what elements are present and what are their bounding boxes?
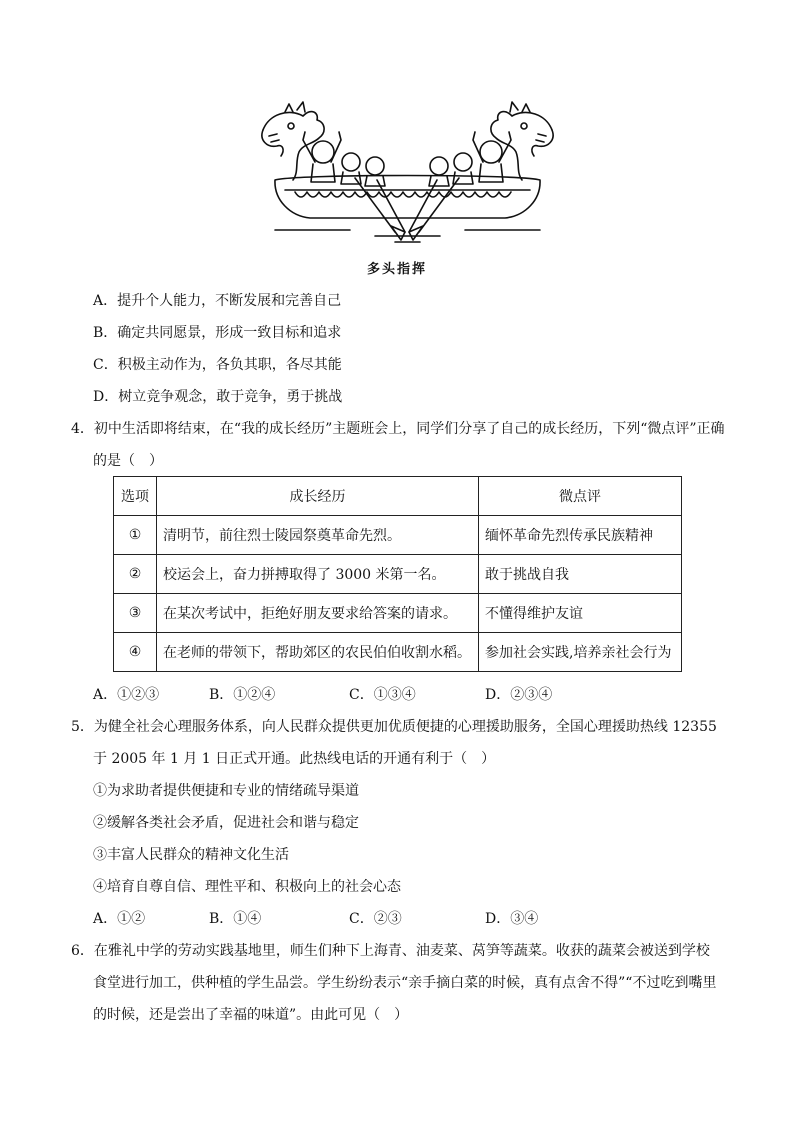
q3-option-c: C．积极主动作为，各负其职，各尽其能	[93, 357, 342, 373]
q4-option-b: B．①②④	[209, 687, 276, 703]
table-cell-exp: 校运会上，奋力拼搏取得了 3000 米第一名。	[157, 555, 479, 594]
q3-option-a: A．提升个人能力，不断发展和完善自己	[93, 293, 342, 309]
table-header: 选项	[114, 477, 157, 516]
q4-option-a: A．①②③	[93, 687, 160, 703]
table-cell-comment: 不懂得维护友谊	[479, 594, 682, 633]
q5-option-d: D．③④	[485, 911, 539, 927]
illustration-caption: 多头指挥	[366, 262, 427, 277]
q5-stem-line1: 5．为健全社会心理服务体系，向人民群众提供更加优质便捷的心理援助服务，全国心理援助热线 12355	[71, 719, 717, 735]
table-cell-exp: 在老师的带领下，帮助郊区的农民伯伯收割水稻。	[157, 633, 479, 672]
table-cell-num: ③	[114, 594, 157, 633]
q4-stem-line2: 的是（ ）	[93, 453, 163, 469]
table-cell-comment: 敢于挑战自我	[479, 555, 682, 594]
table-cell-num: ①	[114, 516, 157, 555]
q5-options	[93, 909, 693, 929]
table-row	[114, 516, 682, 555]
q4-option-c: C．①③④	[349, 687, 416, 703]
q5-item-2: ②缓解各类社会矛盾，促进社会和谐与稳定	[93, 815, 359, 831]
table-cell-comment: 参加社会实践,培养亲社会行为	[479, 633, 682, 672]
table-header: 微点评	[479, 477, 682, 516]
q3-option-b: B．确定共同愿景，形成一致目标和追求	[93, 325, 342, 341]
q5-stem-line2: 于 2005 年 1 月 1 日正式开通。此热线电话的开通有利于（ ）	[93, 751, 496, 767]
q3-option-d: D．树立竞争观念，敢于竞争，勇于挑战	[93, 389, 343, 405]
q4-option-d: D．②③④	[485, 687, 553, 703]
table-header-row	[114, 477, 682, 516]
table-header: 成长经历	[157, 477, 479, 516]
q4-options	[93, 685, 693, 705]
table-row	[114, 633, 682, 672]
table-cell-num: ②	[114, 555, 157, 594]
table-cell-exp: 清明节，前往烈士陵园祭奠革命先烈。	[157, 516, 479, 555]
table-cell-exp: 在某次考试中，拒绝好朋友要求给答案的请求。	[157, 594, 479, 633]
table-row	[114, 555, 682, 594]
q5-option-c: C．②③	[349, 911, 402, 927]
q6-stem-line2: 食堂进行加工，供种植的学生品尝。学生纷纷表示“亲手摘白菜的时候，真有点舍不得”“不过吃到嘴里	[93, 975, 717, 991]
dragon-boat-illustration	[255, 100, 560, 248]
table-cell-comment: 缅怀革命先烈传承民族精神	[479, 516, 682, 555]
q5-item-4: ④培育自尊自信、理性平和、积极向上的社会心态	[93, 879, 401, 895]
q5-option-b: B．①④	[209, 911, 262, 927]
q6-stem-line1: 6．在雅礼中学的劳动实践基地里，师生们种下上海青、油麦菜、莴笋等蔬菜。收获的蔬菜会被送到学校	[71, 943, 710, 959]
q6-stem-line3: 的时候，还是尝出了幸福的味道”。由此可见（ ）	[93, 1007, 409, 1023]
q4-stem-line1: 4．初中生活即将结束，在“我的成长经历”主题班会上，同学们分享了自己的成长经历，下列“微点评”正确	[71, 421, 725, 437]
q5-option-a: A．①②	[93, 911, 146, 927]
q4-table	[113, 476, 682, 672]
q5-item-3: ③丰富人民群众的精神文化生活	[93, 847, 289, 863]
table-cell-num: ④	[114, 633, 157, 672]
table-row	[114, 594, 682, 633]
q5-item-1: ①为求助者提供便捷和专业的情绪疏导渠道	[93, 783, 359, 799]
